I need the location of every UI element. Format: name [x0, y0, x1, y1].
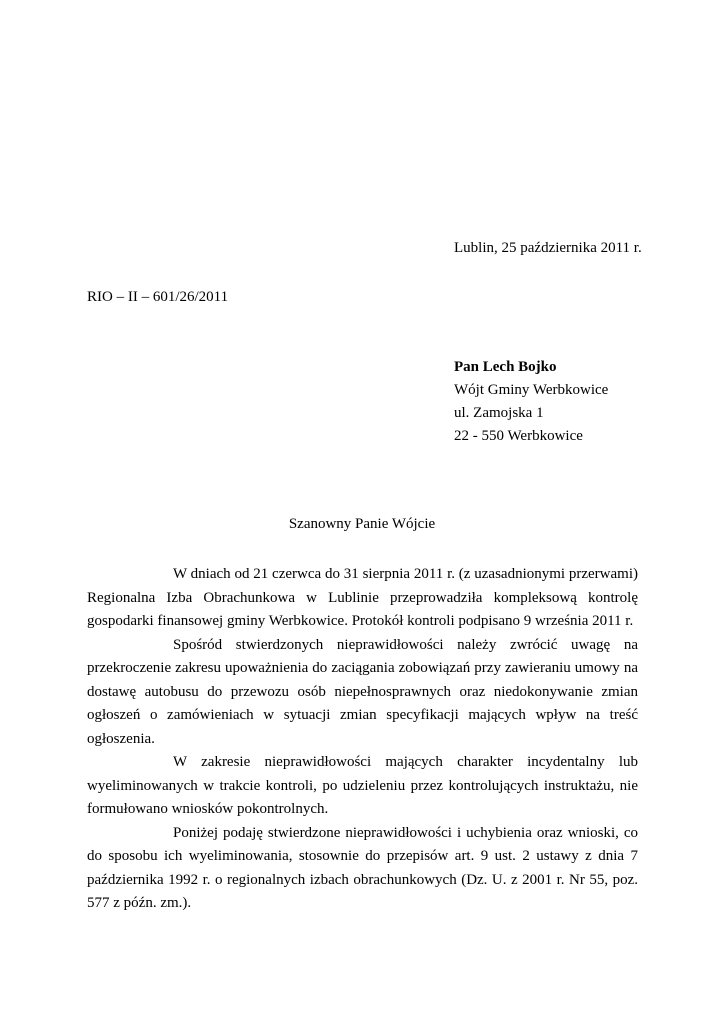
- salutation-text: Szanowny Panie Wójcie: [288, 516, 436, 532]
- paragraph-2: Spośród stwierdzonych nieprawidłowości należy zwrócić uwagę na przekroczenie zakresu upoważnienia do zaciągania zobowiązań przy zawieraniu umowy na dostawę autobusu do przewozu osób niepełnosprawnych oraz niedokonywanie zmian ogłoszeń o zamówieniach w sytuacji zmian specyfikacji mających wpływ na treść ogłoszenia.: [87, 636, 638, 747]
- addressee-postal: 22 - 550 Werbkowice: [454, 428, 583, 444]
- paragraph-4: Poniżej podaję stwierdzone nieprawidłowości i uchybienia oraz wnioski, co do sposobu ich wyeliminowania, stosownie do przepisów art. 9 ust. 2 ustawy z dnia 7 października 1992 r. o regionalnych izbach obrachunkowych (Dz. U. z 2001 r. Nr 55, poz. 577 z późn. zm.).: [87, 824, 638, 911]
- addressee-name: Pan Lech Bojko: [454, 359, 557, 375]
- addressee-block: [454, 356, 608, 448]
- paragraph-1: W dniach od 21 czerwca do 31 sierpnia 2011 r. (z uzasadnionymi przerwami) Regionalna Izba Obrachunkowa w Lublinie przeprowadziła kompleksową kontrolę gospodarki finansowej gminy Werbkowice. Protokół kontroli podpisano 9 września 2011 r.: [87, 566, 638, 629]
- salutation: [0, 516, 724, 533]
- reference-number: RIO – II – 601/26/2011: [87, 289, 229, 305]
- addressee-title: Wójt Gminy Werbkowice: [454, 382, 609, 398]
- addressee-street: ul. Zamojska 1: [454, 405, 544, 421]
- place-date: Lublin, 25 października 2011 r.: [454, 240, 642, 256]
- letter-body: [87, 563, 638, 916]
- paragraph-3: W zakresie nieprawidłowości mających charakter incydentalny lub wyeliminowanych w trakcie kontroli, po udzieleniu przez kontrolujących instruktażu, nie formułowano wniosków pokontrolnych.: [87, 754, 638, 817]
